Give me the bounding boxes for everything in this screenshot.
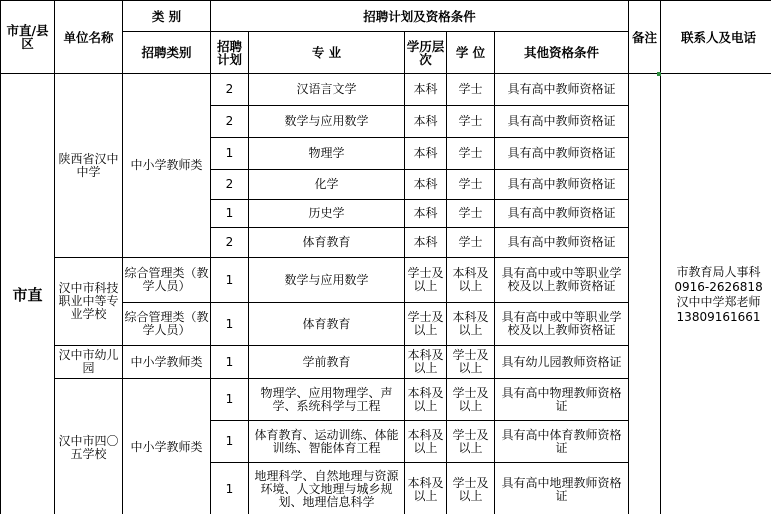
major-cell: 物理学 <box>249 138 405 170</box>
degree-cell: 学士及以上 <box>447 379 495 421</box>
count-cell: 1 <box>211 303 249 346</box>
major-cell: 汉语言文学 <box>249 74 405 106</box>
category-cell: 中小学教师类 <box>123 74 211 258</box>
degree-cell: 学士 <box>447 228 495 258</box>
degree-cell: 本科及以上 <box>447 258 495 303</box>
degree-cell: 学士及以上 <box>447 346 495 379</box>
other-cell: 具有高中体育教师资格证 <box>495 421 629 463</box>
contact-line: 市教育局人事科 <box>676 265 761 279</box>
count-cell: 1 <box>211 379 249 421</box>
education-cell: 本科 <box>405 228 447 258</box>
header-row-1 <box>1 1 776 32</box>
contact-line: 汉中中学郑老师 <box>676 295 761 309</box>
header-unit: 单位名称 <box>55 1 123 74</box>
degree-cell: 学士 <box>447 170 495 200</box>
other-cell: 具有高中教师资格证 <box>495 228 629 258</box>
count-cell: 2 <box>211 170 249 200</box>
remark-cell <box>629 74 661 514</box>
education-cell: 本科及以上 <box>405 421 447 463</box>
degree-cell: 学士 <box>447 138 495 170</box>
cell-comment-marker <box>657 72 661 76</box>
contact-cell <box>661 74 776 514</box>
education-cell: 本科 <box>405 200 447 228</box>
contact-phone: 0916-2626818 <box>674 280 763 294</box>
other-cell: 具有高中地理教师资格证 <box>495 463 629 514</box>
education-cell: 本科及以上 <box>405 346 447 379</box>
count-cell: 1 <box>211 138 249 170</box>
category-cell: 综合管理类（教学人员） <box>123 258 211 303</box>
count-cell: 1 <box>211 200 249 228</box>
degree-cell: 学士 <box>447 200 495 228</box>
header-education: 学历层次 <box>405 32 447 74</box>
major-cell: 体育教育 <box>249 303 405 346</box>
unit-name: 汉中市科技职业中等专业学校 <box>55 258 123 346</box>
education-cell: 本科 <box>405 170 447 200</box>
count-cell: 1 <box>211 258 249 303</box>
header-category-group: 类 别 <box>123 1 211 32</box>
degree-cell: 学士 <box>447 74 495 106</box>
count-cell: 2 <box>211 74 249 106</box>
education-cell: 学士及以上 <box>405 303 447 346</box>
other-cell: 具有高中教师资格证 <box>495 106 629 138</box>
major-cell: 学前教育 <box>249 346 405 379</box>
unit-name: 汉中市四〇五学校 <box>55 379 123 514</box>
header-contact: 联系人及电话 <box>661 1 776 74</box>
category-cell: 中小学教师类 <box>123 379 211 514</box>
major-cell: 历史学 <box>249 200 405 228</box>
header-plan-group: 招聘计划及资格条件 <box>211 1 629 32</box>
education-cell: 本科及以上 <box>405 379 447 421</box>
sheet-edge <box>771 0 776 514</box>
table-row <box>1 74 776 106</box>
other-cell: 具有高中物理教师资格证 <box>495 379 629 421</box>
education-cell: 本科及以上 <box>405 463 447 514</box>
other-cell: 具有高中教师资格证 <box>495 200 629 228</box>
major-cell: 体育教育 <box>249 228 405 258</box>
header-region: 市直/县区 <box>1 1 55 74</box>
education-cell: 本科 <box>405 74 447 106</box>
major-cell: 化学 <box>249 170 405 200</box>
major-cell: 数学与应用数学 <box>249 258 405 303</box>
header-degree: 学 位 <box>447 32 495 74</box>
category-cell: 综合管理类（教学人员） <box>123 303 211 346</box>
count-cell: 1 <box>211 463 249 514</box>
count-cell: 1 <box>211 421 249 463</box>
count-cell: 2 <box>211 228 249 258</box>
degree-cell: 学士及以上 <box>447 463 495 514</box>
header-major: 专 业 <box>249 32 405 74</box>
education-cell: 本科 <box>405 106 447 138</box>
count-cell: 2 <box>211 106 249 138</box>
other-cell: 具有高中教师资格证 <box>495 170 629 200</box>
unit-name: 汉中市幼儿园 <box>55 346 123 379</box>
major-cell: 数学与应用数学 <box>249 106 405 138</box>
degree-cell: 本科及以上 <box>447 303 495 346</box>
education-cell: 本科 <box>405 138 447 170</box>
other-cell: 具有高中或中等职业学校及以上教师资格证 <box>495 258 629 303</box>
count-cell: 1 <box>211 346 249 379</box>
major-cell: 体育教育、运动训练、体能训练、智能体育工程 <box>249 421 405 463</box>
header-remark: 备注 <box>629 1 661 74</box>
degree-cell: 学士 <box>447 106 495 138</box>
header-count: 招聘计划 <box>211 32 249 74</box>
other-cell: 具有幼儿园教师资格证 <box>495 346 629 379</box>
contact-phone: 13809161661 <box>676 310 761 324</box>
education-cell: 学士及以上 <box>405 258 447 303</box>
major-cell: 物理学、应用物理学、声学、系统科学与工程 <box>249 379 405 421</box>
degree-cell: 学士及以上 <box>447 421 495 463</box>
major-cell: 地理科学、自然地理与资源环境、人文地理与城乡规划、地理信息科学 <box>249 463 405 514</box>
header-category: 招聘类别 <box>123 32 211 74</box>
other-cell: 具有高中或中等职业学校及以上教师资格证 <box>495 303 629 346</box>
header-other: 其他资格条件 <box>495 32 629 74</box>
other-cell: 具有高中教师资格证 <box>495 138 629 170</box>
unit-name: 陕西省汉中中学 <box>55 74 123 258</box>
region-cell: 市直 <box>1 74 55 514</box>
category-cell: 中小学教师类 <box>123 346 211 379</box>
other-cell: 具有高中教师资格证 <box>495 74 629 106</box>
